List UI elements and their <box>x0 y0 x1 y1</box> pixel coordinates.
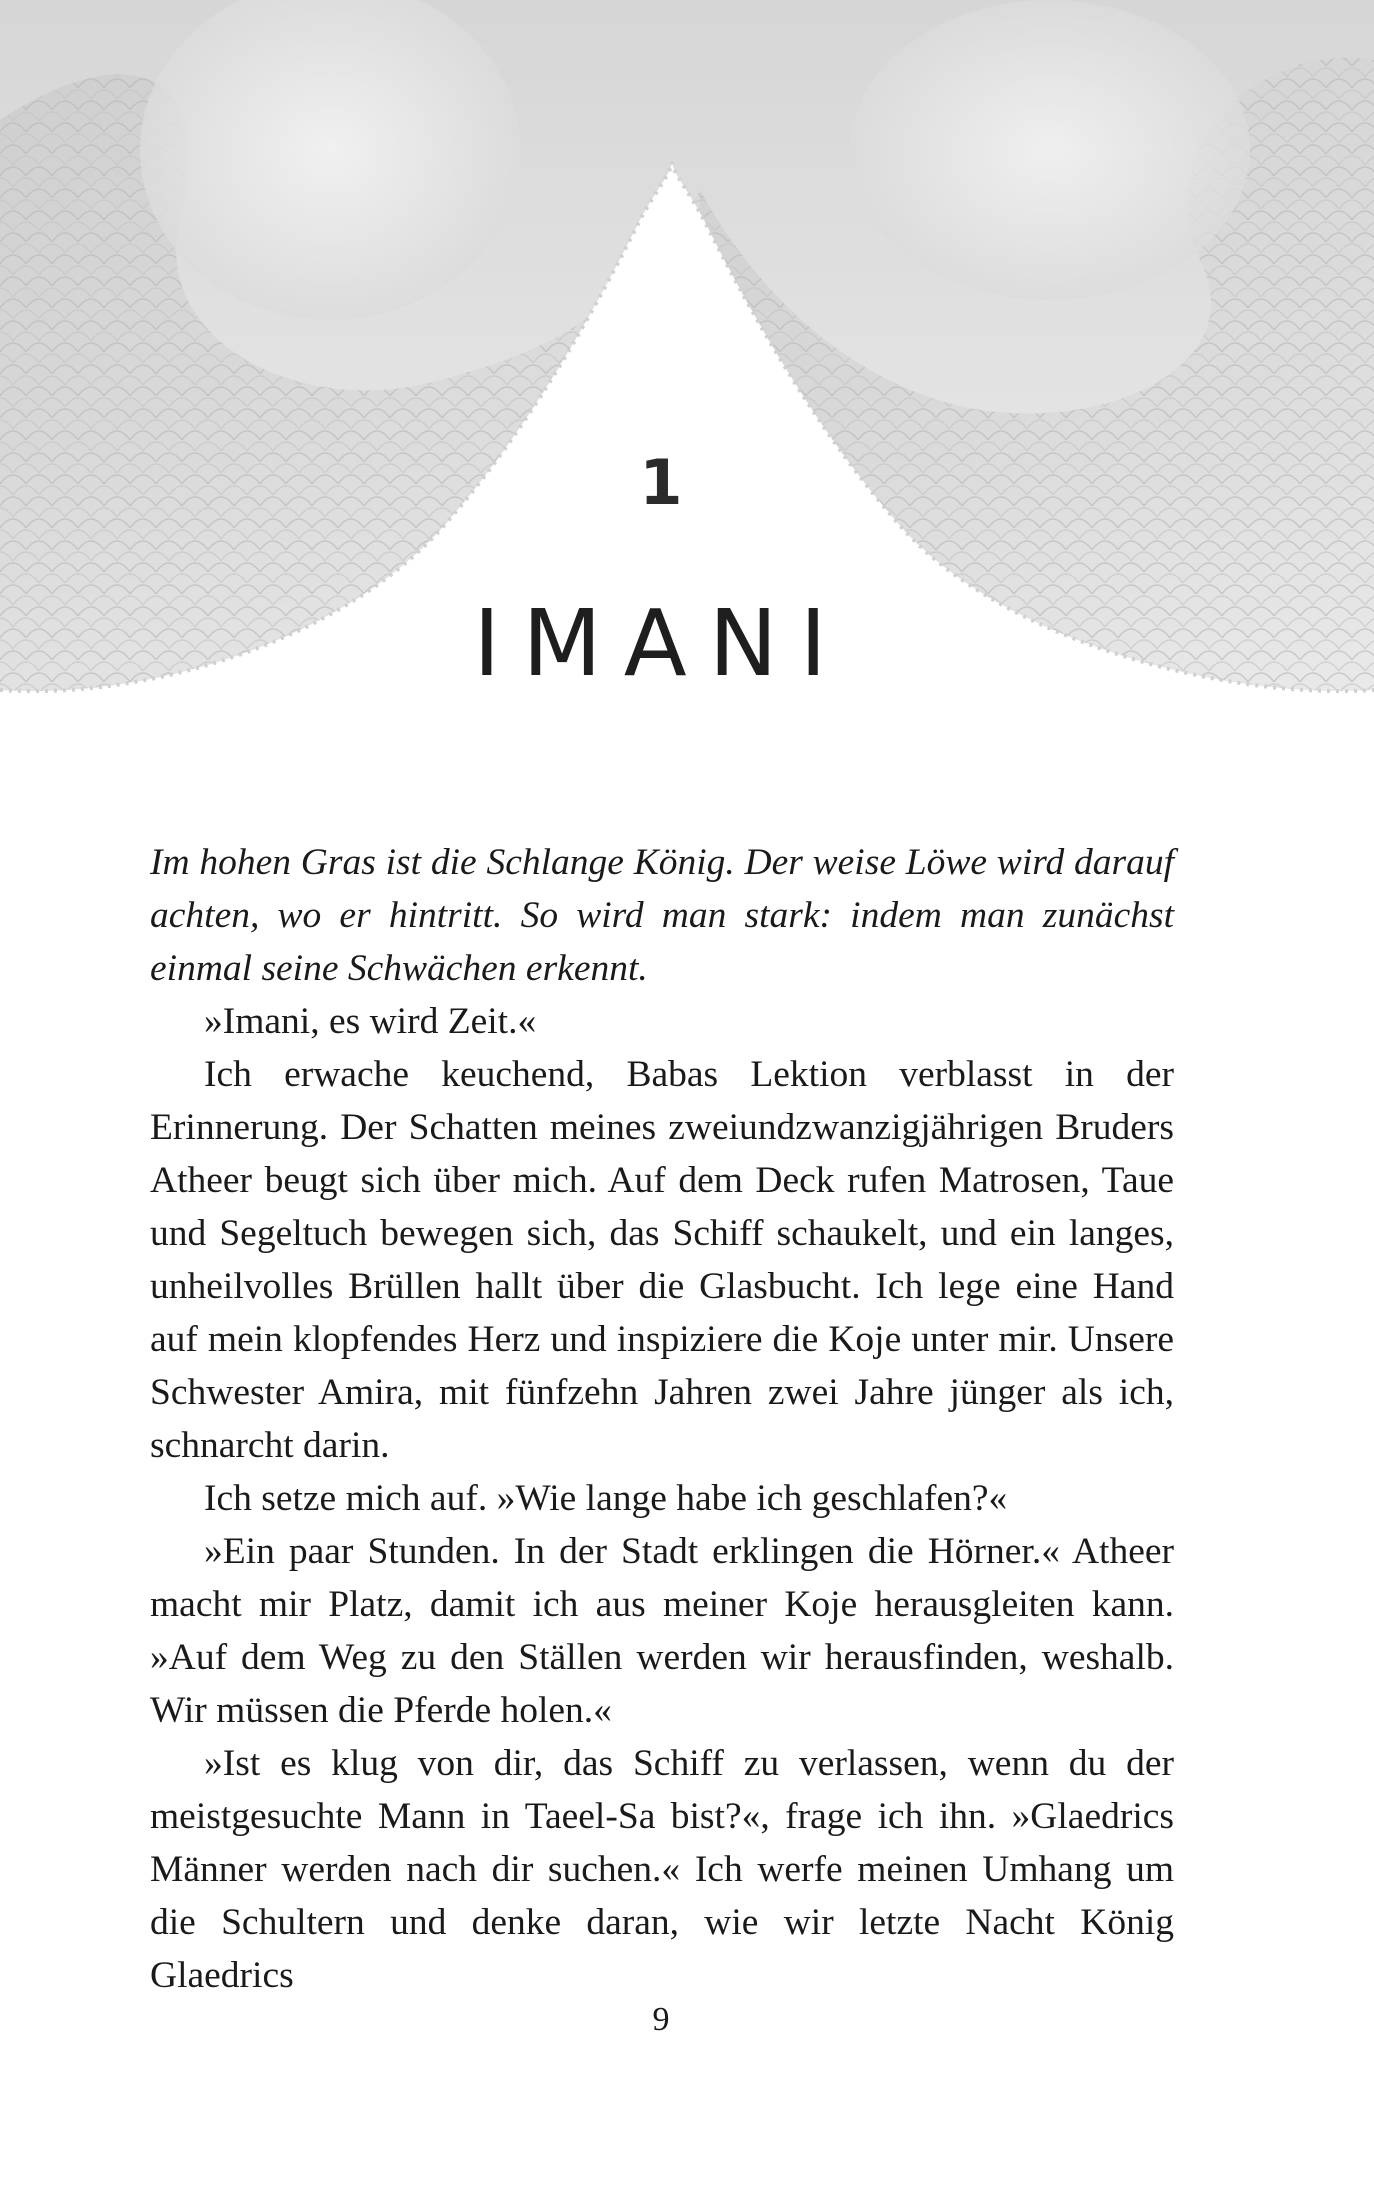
paragraph: »Ein paar Stunden. In der Stadt erklingen die Hörner.« Atheer macht mir Platz, damit ich aus meiner Koje herausgleiten kann. »Auf dem Weg zu den Ställen werden wir herausfinden, weshalb. Wir müssen die Pferde holen.« <box>150 1531 1174 1731</box>
chapter-title: IMANI <box>473 590 849 697</box>
paragraph: Ich erwache keuchend, Babas Lektion verblasst in der Erinnerung. Der Schatten meines zweiundzwanzigjährigen Bruders Atheer beugt sich über mich. Auf dem Deck rufen Matrosen, Taue und Segeltuch bewegen sich, das Schiff schaukelt, und ein langes, unheilvolles Brüllen hallt über die Glasbucht. Ich lege eine Hand auf mein klopfendes Herz und inspiziere die Koje unter mir. Unsere Schwester Amira, mit fünfzehn Jahren zwei Jahre jünger als ich, schnarcht darin. <box>150 1054 1174 1466</box>
page-number: 9 <box>652 2001 670 2038</box>
paragraph: Ich setze mich auf. »Wie lange habe ich geschlafen?« <box>204 1478 1008 1519</box>
chapter-number: 1 <box>639 446 683 519</box>
chapter-body <box>150 836 1174 2002</box>
paragraph: »Imani, es wird Zeit.« <box>204 1001 537 1042</box>
paragraph: »Ist es klug von dir, das Schiff zu verlassen, wenn du der meistgesuchte Mann in Taeel-Sa bist?«, frage ich ihn. »Glaedrics Männer werden nach dir suchen.« Ich werfe meinen Umhang um die Schultern und denke daran, wie wir letzte Nacht König Glaedrics <box>150 1743 1174 1996</box>
epigraph: Im hohen Gras ist die Schlange König. Der weise Löwe wird darauf achten, wo er hintritt. So wird man stark: indem man zunächst einmal seine Schwächen erkennt. <box>150 842 1174 989</box>
